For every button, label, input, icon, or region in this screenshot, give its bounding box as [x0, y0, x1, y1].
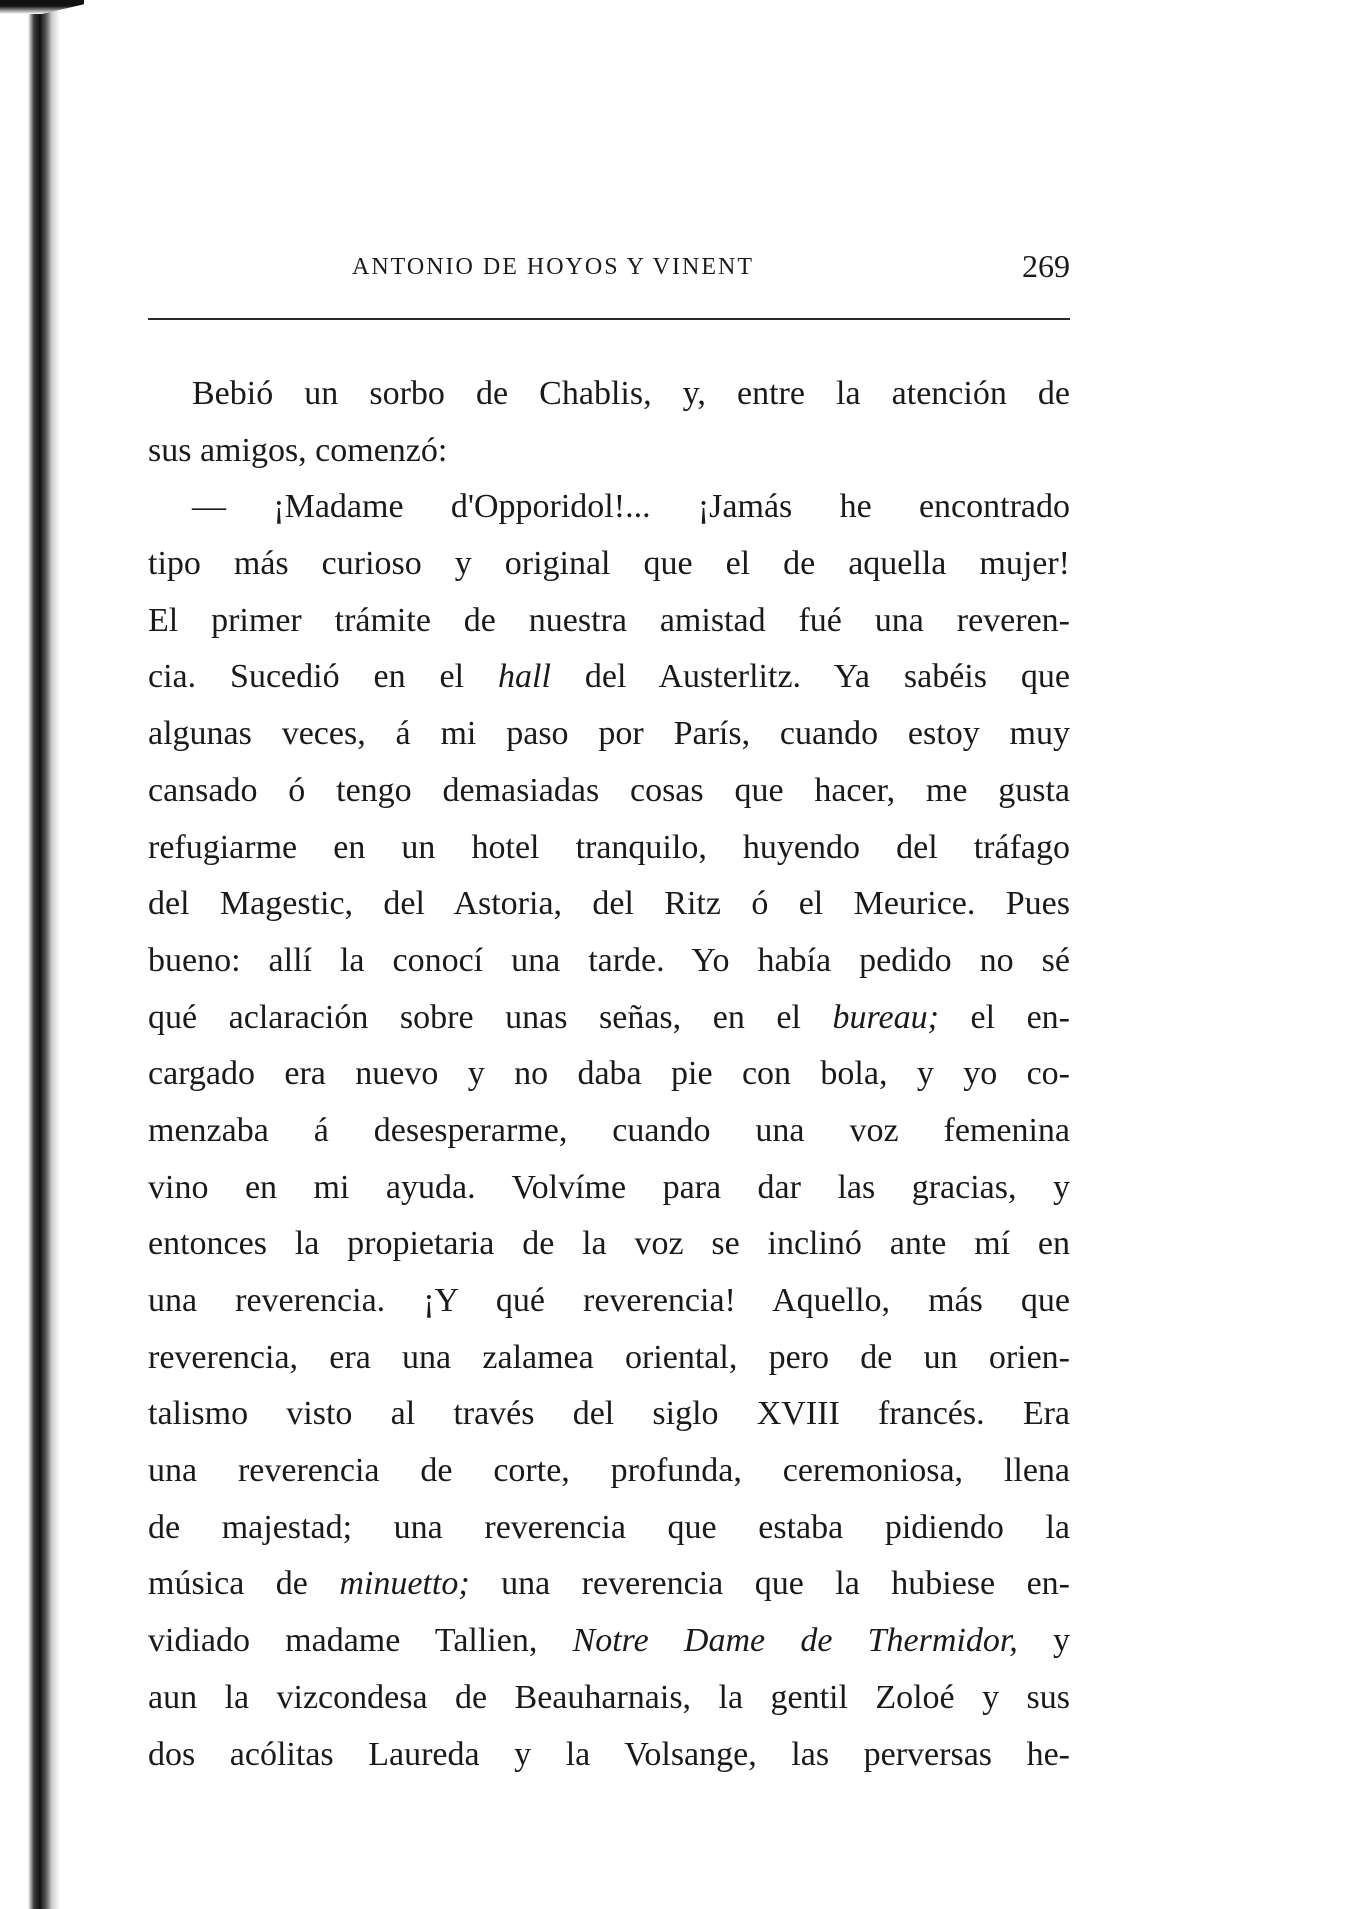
text-line: entonces la propietaria de la voz se inclinó ante mí en	[148, 1225, 1070, 1263]
text-line: vidiado madame Tallien, Notre Dame de Thermidor, y	[148, 1622, 1071, 1660]
text-line: del Magestic, del Astoria, del Ritz ó el Meurice. Pues	[148, 885, 1070, 923]
text-line: música de minuetto; una reverencia que la hubiese en-	[148, 1565, 1070, 1603]
text-line: talismo visto al través del siglo XVIII francés. Era	[148, 1395, 1070, 1433]
text-line: aun la vizcondesa de Beauharnais, la gentil Zoloé y sus	[148, 1678, 1070, 1716]
text-line: sus amigos, comenzó:	[148, 431, 448, 469]
text-line: algunas veces, á mi paso por París, cuando estoy muy	[148, 715, 1070, 753]
binding-corner-mark	[0, 0, 84, 14]
text-line: cia. Sucedió en el hall del Austerlitz. Ya sabéis que	[148, 658, 1070, 696]
text-line: cansado ó tengo demasiadas cosas que hacer, me gusta	[148, 771, 1070, 809]
text-line: El primer trámite de nuestra amistad fué una reveren-	[148, 601, 1070, 639]
text-line: de majestad; una reverencia que estaba pidiendo la	[148, 1508, 1070, 1546]
running-head	[148, 248, 1070, 288]
text-line: menzaba á desesperarme, cuando una voz femenina	[148, 1111, 1070, 1149]
text-line: — ¡Madame d'Opporidol!... ¡Jamás he encontrado	[192, 488, 1070, 526]
binding-edge	[0, 0, 60, 1909]
running-title: ANTONIO DE HOYOS Y VINENT	[352, 254, 754, 280]
text-line: una reverencia de corte, profunda, ceremoniosa, llena	[148, 1452, 1070, 1490]
text-line: dos acólitas Laureda y la Volsange, las perversas he-	[148, 1735, 1070, 1773]
text-line: bueno: allí la conocí una tarde. Yo había pedido no sé	[148, 941, 1070, 979]
text-line: qué aclaración sobre unas señas, en el bureau; el en-	[148, 998, 1071, 1036]
text-line: vino en mi ayuda. Volvíme para dar las gracias, y	[148, 1168, 1070, 1206]
text-line: reverencia, era una zalamea oriental, pero de un orien-	[148, 1338, 1070, 1376]
text-line: una reverencia. ¡Y qué reverencia! Aquello, más que	[148, 1282, 1070, 1319]
header-rule	[148, 318, 1070, 320]
text-line: refugiarme en un hotel tranquilo, huyendo del tráfago	[148, 828, 1070, 866]
page-number: 269	[1022, 248, 1070, 284]
text-line: cargado era nuevo y no daba pie con bola, y yo co-	[148, 1055, 1070, 1093]
text-line: tipo más curioso y original que el de aquella mujer!	[148, 545, 1070, 583]
body-text	[148, 366, 1070, 1783]
text-line: Bebió un sorbo de Chablis, y, entre la atención de	[192, 375, 1070, 412]
